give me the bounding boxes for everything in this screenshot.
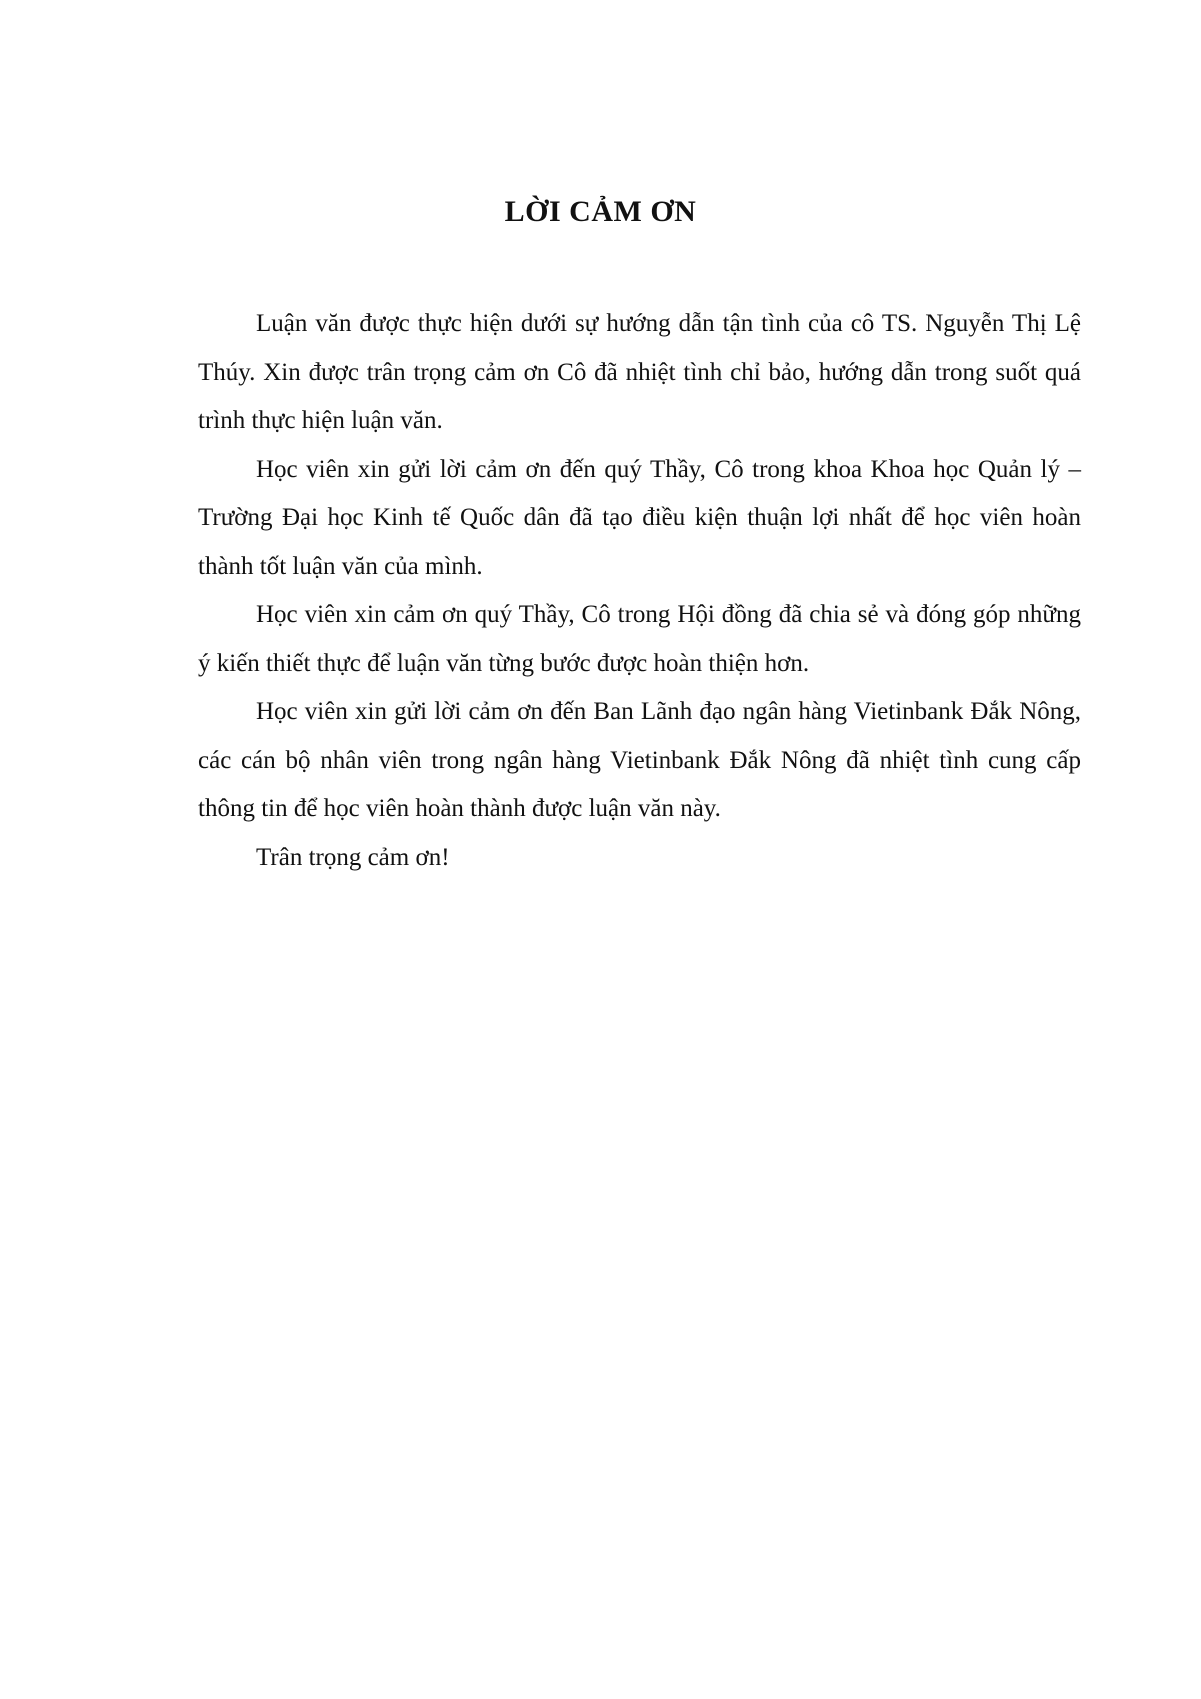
paragraph-faculty-thanks: Học viên xin gửi lời cảm ơn đến quý Thầy, Cô trong khoa Khoa học Quản lý – Trường Đại học Kinh tế Quốc dân đã tạo điều kiện thuận lợi nhất để học viên hoàn thành tốt luận văn của mình. — [198, 455, 1081, 580]
paragraph-advisor-thanks: Luận văn được thực hiện dưới sự hướng dẫn tận tình của cô TS. Nguyễn Thị Lệ Thúy. Xin được trân trọng cảm ơn Cô đã nhiệt tình chỉ bảo, hướng dẫn trong suốt quá trình thực hiện luận văn. — [198, 310, 1081, 434]
paragraph-bank-thanks: Học viên xin gửi lời cảm ơn đến Ban Lãnh đạo ngân hàng Vietinbank Đắk Nông, các cán bộ nhân viên trong ngân hàng Vietinbank Đắk Nông đã nhiệt tình cung cấp thông tin để học viên hoàn thành được luận văn này. — [198, 698, 1081, 822]
document-body — [198, 300, 1081, 882]
paragraph-council-thanks: Học viên xin cảm ơn quý Thầy, Cô trong Hội đồng đã chia sẻ và đóng góp những ý kiến thiết thực để luận văn từng bước được hoàn thiện hơn. — [198, 601, 1081, 677]
paragraph-closing: Trân trọng cảm ơn! — [256, 843, 450, 871]
page-title: LỜI CẢM ƠN — [504, 195, 697, 228]
